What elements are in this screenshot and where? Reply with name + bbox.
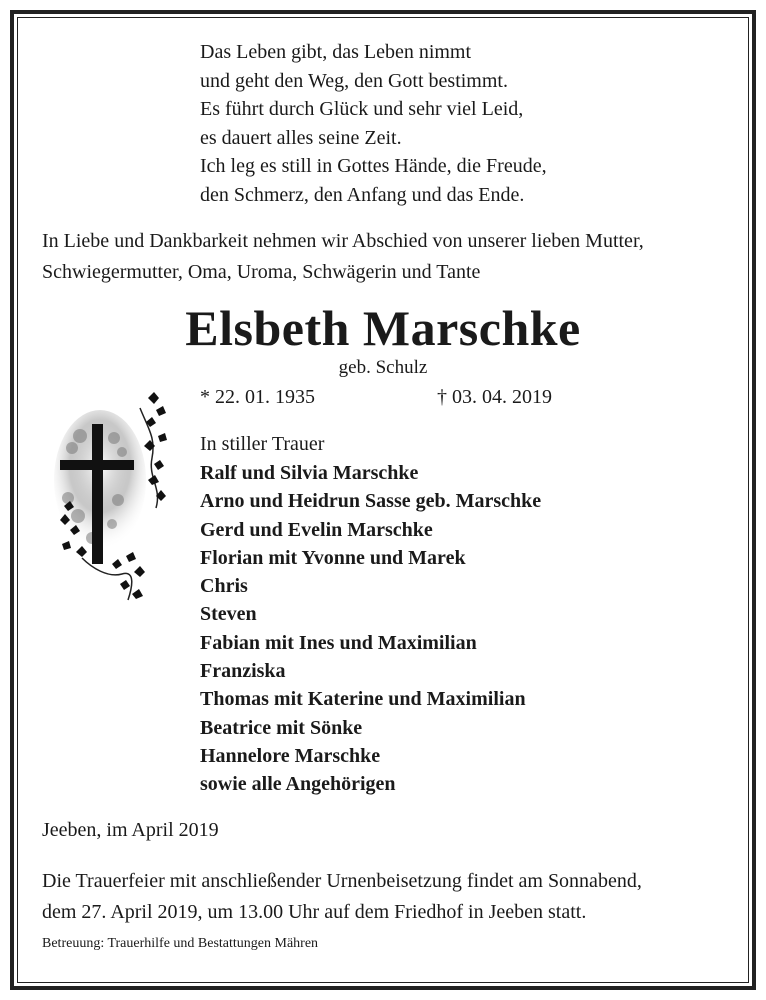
place-and-date: Jeeben, im April 2019	[42, 819, 219, 841]
intro-line: In Liebe und Dankbarkeit nehmen wir Abschied von unserer lieben Mutter,	[42, 230, 644, 252]
service-line: dem 27. April 2019, um 13.00 Uhr auf dem Friedhof in Jeeben statt.	[42, 901, 587, 923]
mourner-entry: Hannelore Marschke	[200, 744, 381, 767]
maiden-name: geb. Schulz	[338, 357, 428, 378]
poem-line: Ich leg es still in Gottes Hände, die Freude,	[200, 155, 547, 177]
mourner-entry: Fabian mit Ines und Maximilian	[200, 631, 477, 654]
mourner-entry: Franziska	[200, 660, 286, 683]
mourning-heading: In stiller Trauer	[200, 433, 325, 455]
death-date: † 03. 04. 2019	[437, 386, 552, 408]
undertaker-credit: Betreuung: Trauerhilfe und Bestattungen Mähren	[42, 936, 319, 951]
mourner-entry: Thomas mit Katerine und Maximilian	[200, 688, 526, 711]
intro-line: Schwiegermutter, Oma, Uroma, Schwägerin und Tante	[42, 261, 481, 283]
poem	[200, 38, 547, 209]
farewell-intro	[42, 226, 644, 288]
service-line: Die Trauerfeier mit anschließender Urnenbeisetzung findet am Sonnabend,	[42, 870, 642, 892]
mourner-entry: Gerd und Evelin Marschke	[200, 518, 433, 541]
cross-with-ivy-icon	[52, 388, 180, 608]
poem-line: es dauert alles seine Zeit.	[200, 126, 402, 149]
mourner-entry: Florian mit Yvonne und Marek	[200, 546, 466, 569]
mourner-entry: Beatrice mit Sönke	[200, 716, 363, 739]
mourners-list	[200, 459, 541, 799]
deceased-name: Elsbeth Marschke	[185, 300, 581, 356]
poem-line: den Schmerz, den Anfang und das Ende.	[200, 183, 525, 206]
poem-line: Das Leben gibt, das Leben nimmt	[200, 41, 472, 63]
mourner-entry: Arno und Heidrun Sasse geb. Marschke	[200, 490, 542, 513]
mourner-entry: Steven	[200, 603, 257, 626]
funeral-service-info	[42, 866, 642, 928]
mourner-entry: Ralf und Silvia Marschke	[200, 462, 419, 484]
mourner-entry: Chris	[200, 575, 248, 598]
birth-date: * 22. 01. 1935	[200, 386, 315, 408]
poem-line: Es führt durch Glück und sehr viel Leid,	[200, 98, 524, 120]
poem-line: und geht den Weg, den Gott bestimmt.	[200, 69, 508, 92]
mourner-entry: sowie alle Angehörigen	[200, 773, 396, 796]
